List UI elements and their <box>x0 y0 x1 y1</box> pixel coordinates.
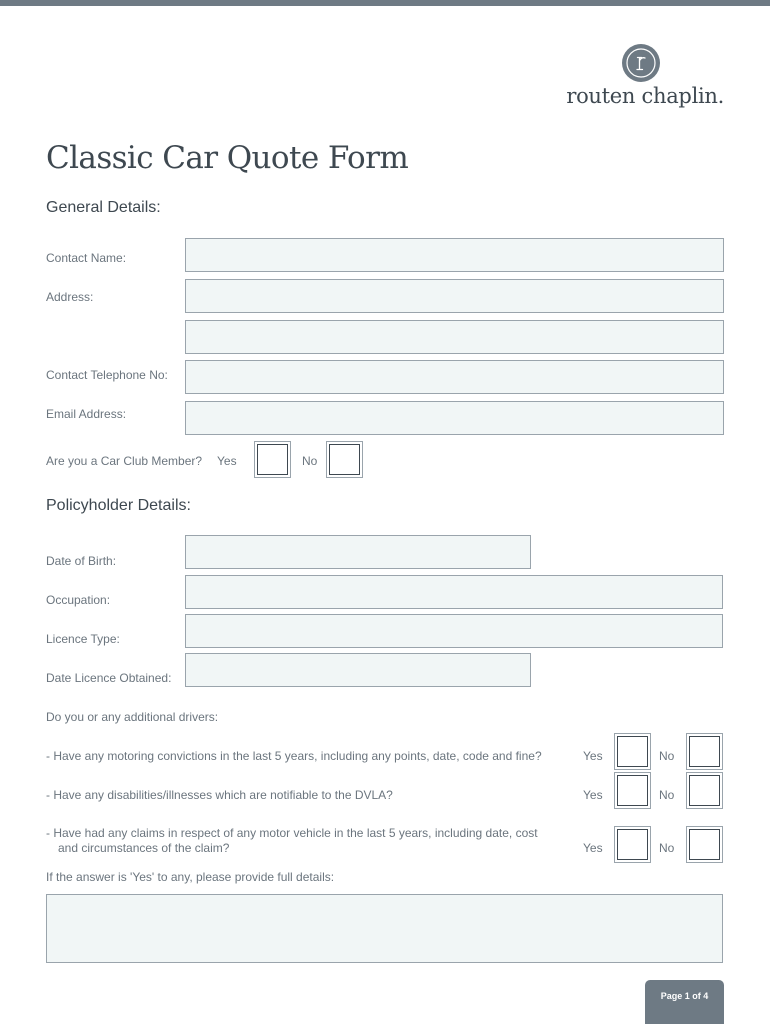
convictions-yes-checkbox[interactable] <box>614 733 651 770</box>
disabilities-question: - Have any disabilities/illnesses which are notifiable to the DVLA? <box>46 788 393 802</box>
date-licence-obtained-label: Date Licence Obtained: <box>46 671 172 685</box>
claims-yes-checkbox[interactable] <box>614 826 651 863</box>
address-line-1-field[interactable] <box>185 279 724 313</box>
convictions-no-checkbox[interactable] <box>686 733 723 770</box>
claims-question-line-2: and circumstances of the claim? <box>58 841 230 855</box>
claims-no-checkbox[interactable] <box>686 826 723 863</box>
claims-no-label: No <box>659 841 675 855</box>
contact-name-field[interactable] <box>185 238 724 272</box>
date-of-birth-label: Date of Birth: <box>46 554 117 568</box>
top-accent-bar <box>0 0 770 6</box>
contact-telephone-label: Contact Telephone No: <box>46 368 168 382</box>
disabilities-no-checkbox[interactable] <box>686 772 723 809</box>
page-indicator <box>645 980 724 1024</box>
date-of-birth-field[interactable] <box>185 535 531 569</box>
car-club-yes-checkbox[interactable] <box>254 441 291 478</box>
convictions-no-label: No <box>659 749 675 763</box>
policyholder-details-heading: Policyholder Details: <box>46 497 191 514</box>
disabilities-yes-checkbox[interactable] <box>614 772 651 809</box>
form-title: Classic Car Quote Form <box>46 140 409 176</box>
convictions-yes-label: Yes <box>583 749 603 763</box>
address-label: Address: <box>46 290 94 304</box>
email-address-field[interactable] <box>185 401 724 435</box>
disabilities-yes-label: Yes <box>583 788 603 802</box>
page-number-label: Page 1 of 4 <box>660 991 709 1001</box>
licence-type-label: Licence Type: <box>46 632 120 646</box>
contact-telephone-field[interactable] <box>185 360 724 394</box>
car-club-no-label: No <box>302 454 318 468</box>
additional-drivers-intro: Do you or any additional drivers: <box>46 710 219 724</box>
car-club-question: Are you a Car Club Member? <box>46 454 203 468</box>
licence-type-field[interactable] <box>185 614 723 648</box>
claims-question-line-1: - Have had any claims in respect of any motor vehicle in the last 5 years, including date, cost <box>46 826 538 840</box>
contact-name-label: Contact Name: <box>46 251 127 265</box>
car-club-no-checkbox[interactable] <box>326 441 363 478</box>
date-licence-obtained-field[interactable] <box>185 653 531 687</box>
claims-yes-label: Yes <box>583 841 603 855</box>
disabilities-no-label: No <box>659 788 675 802</box>
general-details-heading: General Details: <box>46 199 161 216</box>
full-details-prompt: If the answer is 'Yes' to any, please provide full details: <box>46 870 335 884</box>
full-details-textarea[interactable] <box>46 894 723 963</box>
occupation-field[interactable] <box>185 575 723 609</box>
routen-chaplin-logo-icon <box>622 44 660 82</box>
occupation-label: Occupation: <box>46 593 111 607</box>
address-line-2-field[interactable] <box>185 320 724 354</box>
convictions-question: - Have any motoring convictions in the last 5 years, including any points, date, code and fine? <box>46 749 542 763</box>
brand-name: routen chaplin. <box>566 84 724 108</box>
car-club-yes-label: Yes <box>217 454 237 468</box>
email-address-label: Email Address: <box>46 407 127 421</box>
